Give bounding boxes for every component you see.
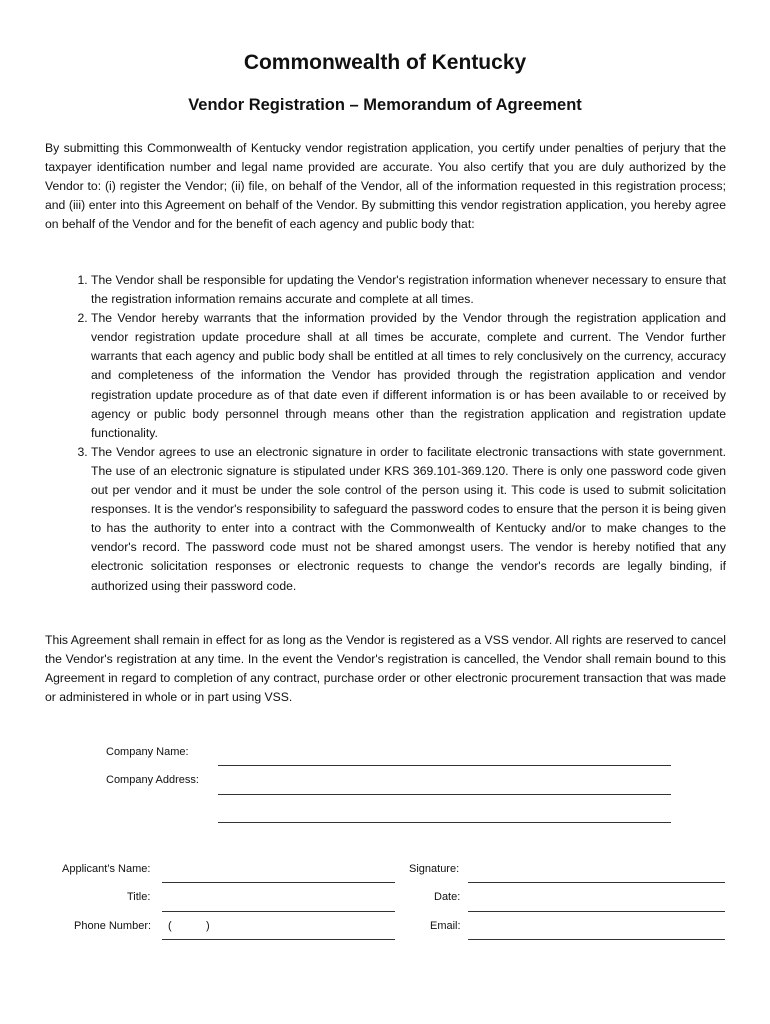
email-label: Email: xyxy=(430,920,461,932)
phone-number-field[interactable] xyxy=(162,939,395,940)
date-field[interactable] xyxy=(468,911,725,912)
date-label: Date: xyxy=(434,891,461,903)
terms-list xyxy=(45,271,726,596)
signature-label: Signature: xyxy=(409,863,460,875)
company-address-field-line-1[interactable] xyxy=(218,794,671,795)
document-subtitle: Vendor Registration – Memorandum of Agreement xyxy=(188,96,582,114)
company-name-field[interactable] xyxy=(218,765,671,766)
title-field[interactable] xyxy=(162,911,395,912)
document-title: Commonwealth of Kentucky xyxy=(243,51,527,74)
closing-paragraph: This Agreement shall remain in effect for as long as the Vendor is registered as a VSS vendor. All rights are reserved to cancel the Vendor's registration at any time. In the event the Vendor's registration is cancelled, the Vendor shall remain bound to this Agreement in regard to completion of any contract, purchase order or other electronic procurement transaction that was made or administered in whole or in part using VSS. xyxy=(45,633,726,705)
applicant-name-label: Applicant’s Name: xyxy=(62,863,151,875)
term-item-1: 1. The Vendor shall be responsible for updating the Vendor's registration information whenever necessary to ensure that the registration information remains accurate and complete at all times. xyxy=(91,271,726,309)
phone-area-code-open: ( xyxy=(168,920,172,932)
applicant-name-field[interactable] xyxy=(162,882,395,883)
intro-paragraph: By submitting this Commonwealth of Kentucky vendor registration application, you certify under penalties of perjury that the taxpayer identification number and legal name provided are accurate. You also certify that you are duly authorized by the Vendor to: (i) register the Vendor; (ii) file, on behalf of the Vendor, all of the information requested in this registration process; and (iii) enter into this Agreement on behalf of the Vendor. By submitting this vendor registration application, you hereby agree on behalf of the Vendor and for the benefit of each agency and public body that: xyxy=(45,141,726,232)
email-field[interactable] xyxy=(468,939,725,940)
signature-field[interactable] xyxy=(468,882,725,883)
title-label: Title: xyxy=(127,891,151,903)
company-address-label: Company Address: xyxy=(106,774,199,786)
company-address-field-line-2[interactable] xyxy=(218,822,671,823)
company-name-label: Company Name: xyxy=(106,746,189,758)
term-item-3: 3. The Vendor agrees to use an electronic signature in order to facilitate electronic transactions with state government. The use of an electronic signature is stipulated under KRS 369.101-369.120. There is only one password code given out per vendor and it must be under the sole control of the person using it. This code is used to submit solicitation responses. It is the vendor's responsibility to safeguard the password codes to ensure that the person it is being given to has the authority to enter into a contract with the Commonwealth of Kentucky and/or to make changes to the vendor's record. The password code must not be shared amongst users. The vendor is hereby notified that any electronic solicitation responses or electronic requests to change the vendor's records are legally binding, if authorized using their password code. xyxy=(91,443,726,596)
phone-area-code-close: ) xyxy=(206,920,210,932)
phone-number-label: Phone Number: xyxy=(74,920,152,932)
term-item-2: 2. The Vendor hereby warrants that the information provided by the Vendor through the registration application and vendor registration update procedure shall at all times be accurate, complete and current. The Vendor further warrants that each agency and public body shall be entitled at all times to rely conclusively on the currency, accuracy and completeness of the information the Vendor has provided through the registration application and vendor registration update procedure as of that date even if different information is or has been available to or received by agency or public body personnel through means other than the registration application and registration update functionality. xyxy=(91,309,726,443)
